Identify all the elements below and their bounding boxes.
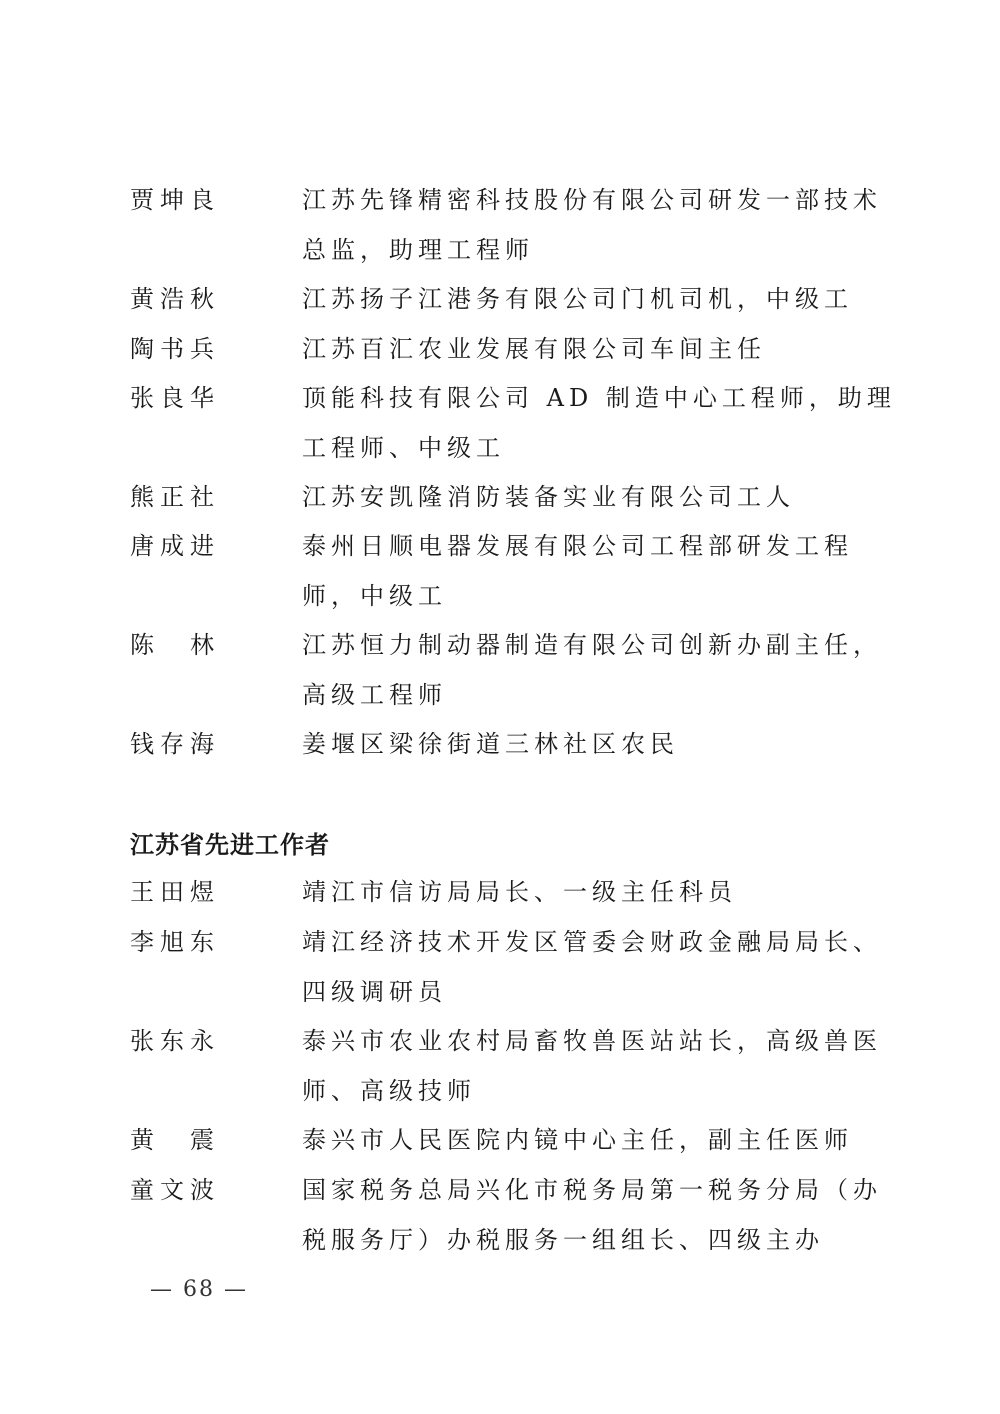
person-description: 泰兴市人民医院内镜中心主任，副主任医师 (302, 1126, 853, 1154)
person-name: 熊正社 (130, 483, 220, 511)
person-description: 江苏先锋精密科技股份有限公司研发一部技术 总监，助理工程师 (302, 186, 882, 264)
person-description: 国家税务总局兴化市税务局第一税务分局（办 税服务厅）办税服务一组组长、四级主办 (302, 1176, 882, 1254)
person-name: 黄浩秋 (130, 285, 220, 313)
person-description: 靖江经济技术开发区管委会财政金融局局长、 四级调研员 (302, 928, 882, 1006)
person-name: 贾坤良 (130, 186, 220, 214)
person-description: 江苏安凯隆消防装备实业有限公司工人 (302, 483, 795, 511)
person-name: 钱存海 (130, 730, 220, 758)
person-name: 张东永 (130, 1027, 220, 1055)
person-name: 张良华 (130, 384, 220, 412)
person-description: 江苏扬子江港务有限公司门机司机，中级工 (302, 285, 853, 313)
person-name: 陶书兵 (130, 335, 220, 363)
person-name: 李旭东 (130, 928, 220, 956)
person-name: 陈 林 (130, 631, 220, 659)
page-number: — 68 — (150, 1277, 248, 1302)
person-name: 童文波 (130, 1176, 220, 1204)
section-heading: 江苏省先进工作者 (130, 831, 330, 859)
person-description: 江苏百汇农业发展有限公司车间主任 (302, 335, 766, 363)
person-description: 顶能科技有限公司 AD 制造中心工程师，助理 工程师、中级工 (302, 384, 896, 462)
person-name: 王田煜 (130, 878, 220, 906)
person-description: 江苏恒力制动器制造有限公司创新办副主任， 高级工程师 (302, 631, 882, 709)
person-description: 泰兴市农业农村局畜牧兽医站站长，高级兽医 师、高级技师 (302, 1027, 882, 1105)
person-description: 泰州日顺电器发展有限公司工程部研发工程 师，中级工 (302, 532, 853, 610)
person-name: 唐成进 (130, 532, 220, 560)
person-name: 黄 震 (130, 1126, 220, 1154)
person-description: 姜堰区梁徐街道三林社区农民 (302, 730, 679, 758)
person-description: 靖江市信访局局长、一级主任科员 (302, 878, 737, 906)
